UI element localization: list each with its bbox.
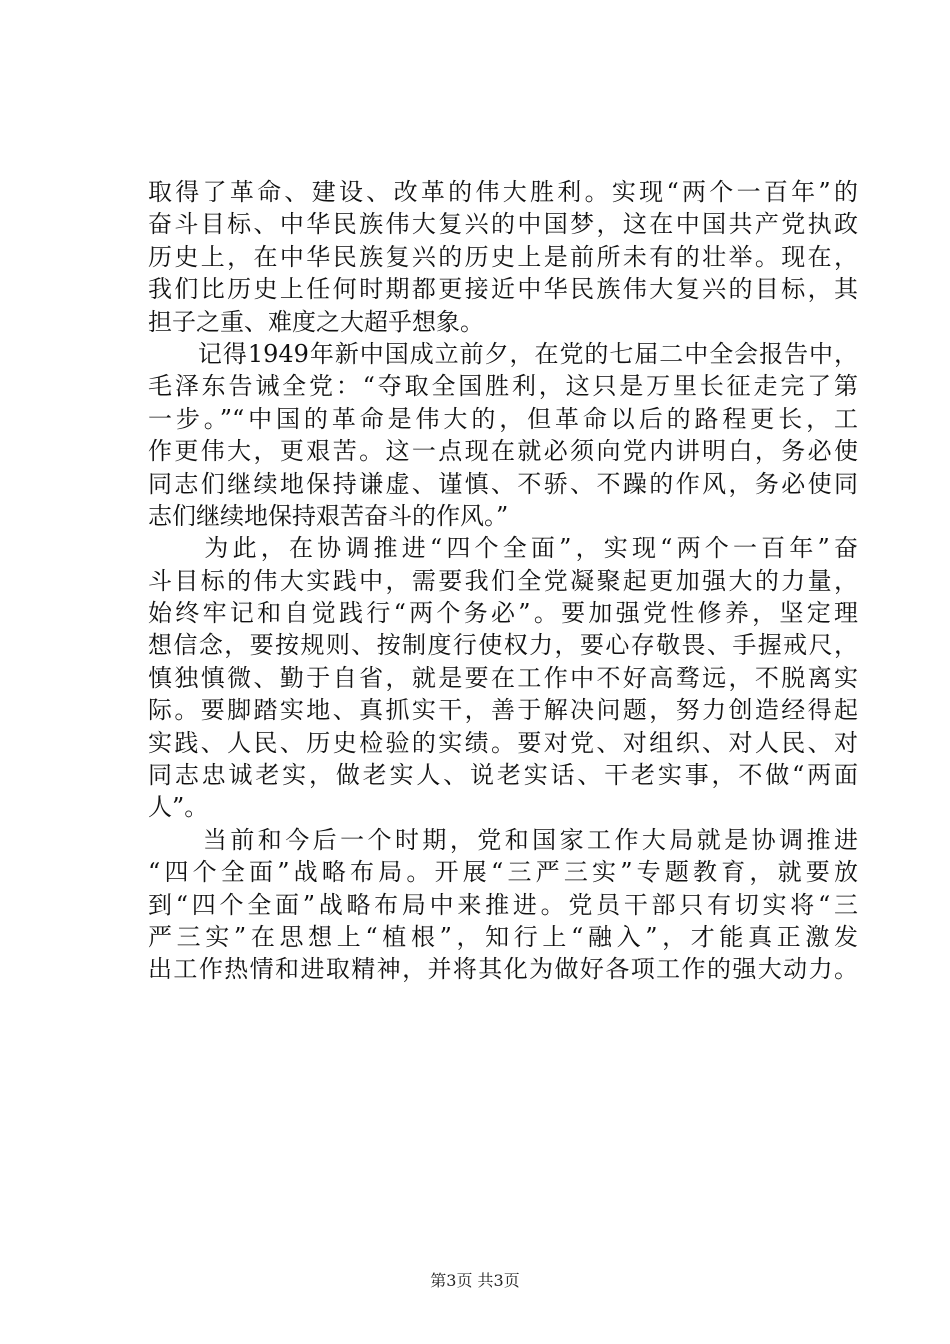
text-line: 为此，在协调推进“四个全面”，实现“两个一百年”奋 bbox=[148, 534, 858, 563]
text-line: 担子之重、难度之大超乎想象。 bbox=[148, 307, 484, 336]
paragraph-1 bbox=[148, 176, 858, 338]
text-line: 取得了革命、建设、改革的伟大胜利。实现“两个一百年”的 bbox=[148, 178, 858, 206]
text-line: 想信念，要按规则、按制度行使权力，要心存敬畏、手握戒尺， bbox=[148, 631, 858, 660]
text-line: 志们继续地保持艰苦奋斗的作风。” bbox=[148, 501, 509, 530]
text-line: 当前和今后一个时期，党和国家工作大局就是协调推进 bbox=[148, 825, 858, 854]
text-line: 一步。”“中国的革命是伟大的，但革命以后的路程更长，工 bbox=[148, 404, 858, 433]
paragraph-3 bbox=[148, 532, 858, 824]
text-line: 斗目标的伟大实践中，需要我们全党凝聚起更加强大的力量， bbox=[148, 566, 858, 595]
text-line: 奋斗目标、中华民族伟大复兴的中国梦，这在中国共产党执政 bbox=[148, 210, 858, 239]
text-line: 毛泽东告诫全党：“夺取全国胜利，这只是万里长征走完了第 bbox=[148, 372, 858, 401]
text-line: 实践、人民、历史检验的实绩。要对党、对组织、对人民、对 bbox=[148, 728, 858, 757]
page-number-footer: 第3页 共3页 bbox=[430, 1271, 520, 1290]
paragraph-4 bbox=[148, 824, 858, 986]
document-body bbox=[148, 176, 858, 986]
text-line: 我们比历史上任何时期都更接近中华民族伟大复兴的目标，其 bbox=[148, 275, 858, 304]
text-line: 慎独慎微、勤于自省，就是要在工作中不好高骛远，不脱离实 bbox=[148, 663, 858, 692]
text-line: 历史上，在中华民族复兴的历史上是前所未有的壮举。现在， bbox=[148, 242, 858, 271]
text-line: 际。要脚踏实地、真抓实干，善于解决问题，努力创造经得起 bbox=[148, 696, 858, 725]
text-line: “四个全面”战略布局。开展“三严三实”专题教育，就要放 bbox=[148, 858, 858, 887]
text-line: 出工作热情和进取精神，并将其化为做好各项工作的强大动力。 bbox=[148, 955, 858, 984]
text-line: 到“四个全面”战略布局中来推进。党员干部只有切实将“三 bbox=[148, 890, 858, 919]
text-line: 始终牢记和自觉践行“两个务必”。要加强党性修养，坚定理 bbox=[148, 599, 858, 628]
text-line: 作更伟大，更艰苦。这一点现在就必须向党内讲明白，务必使 bbox=[148, 437, 858, 466]
text-line: 人”。 bbox=[148, 793, 209, 822]
text-line: 同志们继续地保持谦虚、谨慎、不骄、不躁的作风，务必使同 bbox=[148, 469, 858, 498]
text-line: 严三实”在思想上“植根”，知行上“融入”，才能真正激发 bbox=[148, 922, 858, 951]
text-line: 记得1949年新中国成立前夕，在党的七届二中全会报告中， bbox=[148, 339, 858, 368]
paragraph-2 bbox=[148, 338, 858, 532]
text-line: 同志忠诚老实，做老实人、说老实话、干老实事，不做“两面 bbox=[148, 761, 858, 790]
